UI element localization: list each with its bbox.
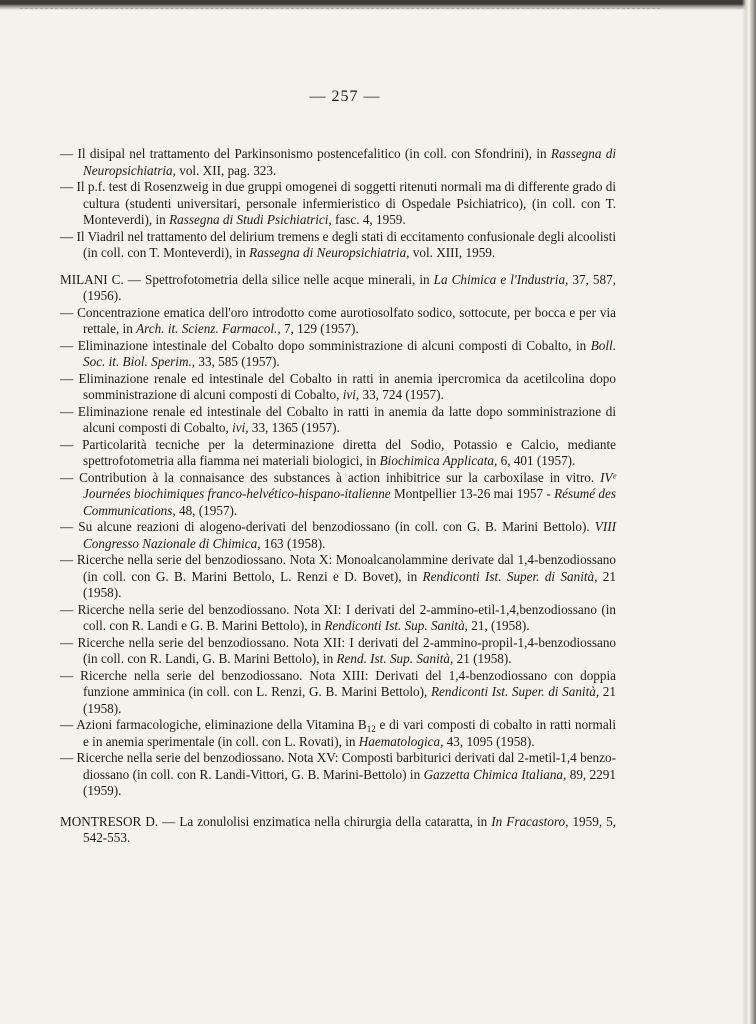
entry-text: Particolarità tecniche per la determinazione diretta del Sodio, Potassio e Calcio, mediante spettrofotometria alla fiamma nei materiali biologici, in: [82, 436, 616, 468]
bibliography-entry: [60, 404, 616, 437]
entry-prefix: —: [60, 146, 78, 161]
entry-text: Ricerche nella serie del benzodiossano. Nota XI: I derivati del 2-ammino-etil-1,4,benzodiossano (in coll. con R. Landi e G. B. Marini Bettolo), in: [77, 601, 616, 633]
bibliography-entry: [60, 602, 616, 635]
bibliography-list: [60, 146, 616, 847]
entry-prefix: —: [60, 601, 78, 617]
entry-citation: 21 (1958).: [83, 568, 616, 600]
entry-citation: 21 (1958).: [453, 651, 512, 666]
bibliography-entry: [60, 519, 616, 552]
entry-citation: 37, 587, (1956).: [83, 271, 616, 303]
journal-title: Rassegna di Neuropsichiatria,: [249, 245, 410, 260]
bibliography-entry: [60, 229, 616, 262]
journal-title: Boll. Soc. it. Biol. Sperim.,: [83, 337, 617, 369]
conference-title: IVᵉ Journées biochimiques franco-helvético-hispano-italienne: [83, 469, 616, 501]
entry-citation: 21, (1958).: [467, 618, 530, 633]
entry-citation: 33, 1365 (1957).: [248, 420, 340, 435]
bibliography-entry: [60, 371, 616, 404]
page-number: — 257 —: [309, 88, 381, 105]
bibliography-entry: [60, 338, 616, 371]
bibliography-entry: [60, 470, 616, 520]
entry-prefix: —: [60, 337, 78, 353]
conference-title: VIII Congresso Nazionale di Chimica,: [83, 519, 616, 551]
bibliography-entry: [60, 437, 616, 470]
entry-citation: fasc. 4, 1959.: [331, 212, 406, 227]
entry-text: Il p.f. test di Rosenzweig in due gruppi omogenei di soggetti ritenuti normali ma di differente grado di cultura (studenti universitari, personale infermieristico di Ospedale Psichiatrico), (in coll. con T. Monteverdi), in: [76, 179, 616, 227]
journal-title: Résumé des Communications,: [83, 486, 616, 518]
bibliography-entry: [60, 552, 616, 602]
entry-citation: 33, 585 (1957).: [195, 354, 280, 369]
journal-title: Rassegna di Neuropsichiatria,: [83, 146, 617, 178]
entry-text: Ricerche nella serie del benzodiossano. Nota XII: I derivati del 2-ammino-propil-1,4-benzodiossano (in coll. con R. Landi, G. B. Marini Bettolo), in: [77, 634, 617, 666]
entry-text: Ricerche nella serie del benzodiossano. Nota XIII: Derivati del 1,4-benzodiossano con doppia funzione amminica (in coll. con L. Renzi, G. B. Marini Bettolo),: [80, 667, 616, 699]
entry-citation: Montpellier 13-26 mai 1957 -: [390, 486, 555, 501]
entry-text: Su alcune reazioni di alogeno-derivati del benzodiossano (in coll. con G. B. Marini Bettolo).: [78, 519, 595, 534]
entry-text: — Spettrofotometria della silice nelle acque minerali, in: [123, 271, 434, 287]
entry-citation: 6, 401 (1957).: [497, 453, 576, 468]
entry-prefix: —: [60, 179, 77, 194]
entry-text: Il Viadril nel trattamento del delirium tremens e degli stati di eccitamento confusionale degli alcoolisti (in coll. con T. Monteverdi), in: [76, 228, 617, 260]
scan-top-noise: [20, 8, 660, 11]
journal-title: La Chimica e l'Industria,: [433, 271, 569, 287]
bibliography-entry: [60, 668, 616, 718]
entry-text: Eliminazione renale ed intestinale del Cobalto in ratti in anemia da latte dopo somministrazione di alcuni composti di Cobalto,: [77, 403, 617, 435]
journal-title: Rassegna di Studi Psichiatrici,: [169, 212, 332, 227]
entry-text: Eliminazione intestinale del Cobalto dopo somministrazione di alcuni composti di Cobalto, in: [77, 337, 591, 353]
entry-text: Ricerche nella serie del benzodiossano. Nota X: Monoalcanolammine derivate dal 1,4-benzodiossano (in coll. con G. B. Marini Bettolo, L. Renzi e D. Bovet), in: [76, 552, 616, 584]
entry-citation: vol. XII, pag. 323.: [175, 162, 277, 178]
author-name: MILANI C.: [60, 271, 124, 287]
entry-text: — La zonulolisi enzimatica nella chirurgia della cataratta, in: [158, 813, 492, 829]
author-name: MONTRESOR D.: [60, 813, 159, 829]
entry-prefix: —: [60, 403, 78, 419]
entry-citation: 1959, 5, 542-553.: [83, 813, 617, 845]
journal-title: Rendiconti Ist. Super. di Sanità,: [430, 684, 600, 699]
entry-text: Azioni farmacologiche, eliminazione della Vitamina B: [76, 717, 367, 732]
journal-title: Biochimica Applicata,: [379, 453, 498, 468]
entry-citation: 21 (1958).: [83, 684, 616, 716]
journal-title: Rend. Ist. Sup. Sanità,: [336, 651, 454, 666]
entry-prefix: —: [60, 304, 78, 320]
entry-prefix: —: [60, 667, 81, 683]
vitamin-subscript: 12: [366, 724, 376, 734]
journal-title: Rendiconti Ist. Sup. Sanità,: [324, 618, 468, 633]
entry-text: Il disipal nel trattamento del Parkinsonismo postencefalitico (in coll. con Sfondrini), in: [77, 146, 551, 161]
author-entry: [60, 272, 616, 305]
entry-citation: 89, 2291 (1959).: [83, 766, 616, 798]
entry-text: Ricerche nella serie del benzodiossano. Nota XV: Composti barbiturici derivati dal 2-metil-1,4 benzo-diossano (in coll. con R. Landi-Vittori, G. B. Marini-Bettolo) in: [76, 750, 616, 782]
bibliography-entry: [60, 305, 616, 338]
journal-title: ivi,: [342, 387, 360, 402]
entry-prefix: —: [60, 750, 77, 765]
bibliography-entry: [60, 635, 616, 668]
entry-citation: 163 (1958).: [260, 535, 326, 551]
entry-text: Contribution à la connaisance des substances à action inhibitrice sur la carboxilase in vitro.: [79, 469, 601, 485]
entry-prefix: —: [60, 519, 79, 534]
bibliography-entry: [60, 717, 616, 750]
journal-title: In Fracastoro,: [491, 813, 569, 829]
entry-prefix: —: [60, 552, 77, 567]
journal-title: Arch. it. Scienz. Farmacol.,: [136, 321, 281, 336]
author-entry: [60, 814, 616, 847]
entry-text-continued: e di vari composti di cobalto in ratti normali e in anemia sperimentale (in coll. con L. Rovati), in: [83, 717, 616, 749]
journal-title: ivi,: [232, 420, 249, 435]
scan-binding-edge: [742, 0, 756, 1024]
entry-citation-end: 48, (1957).: [175, 502, 238, 518]
entry-citation: vol. XIII, 1959.: [409, 245, 496, 260]
journal-title: Gazzetta Chimica Italiana,: [423, 766, 567, 782]
bibliography-entry: [60, 179, 616, 229]
entry-prefix: —: [60, 436, 83, 452]
entry-prefix: —: [60, 370, 79, 386]
entry-citation: 7, 129 (1957).: [280, 321, 359, 336]
bibliography-entry: [60, 750, 616, 800]
entry-prefix: —: [60, 228, 77, 244]
journal-title: Rendiconti Ist. Super. di Sanità,: [422, 568, 598, 584]
bibliography-entry: [60, 146, 616, 179]
entry-citation: 43, 1095 (1958).: [443, 733, 535, 749]
entry-prefix: —: [60, 634, 78, 650]
entry-prefix: —: [60, 469, 80, 485]
entry-text: Concentrazione ematica dell'oro introdotto come aurotiosolfato sodico, sottocute, per bocca e per via rettale, in: [77, 304, 617, 336]
journal-title: Haematologica,: [358, 733, 444, 749]
entry-prefix: —: [60, 717, 77, 732]
entry-citation: 33, 724 (1957).: [359, 387, 444, 402]
entry-text: Eliminazione renale ed intestinale del Cobalto in ratti in anemia ipercromica da acetilcolina dopo somministrazione di alcuni composti di Cobalto,: [78, 370, 616, 402]
